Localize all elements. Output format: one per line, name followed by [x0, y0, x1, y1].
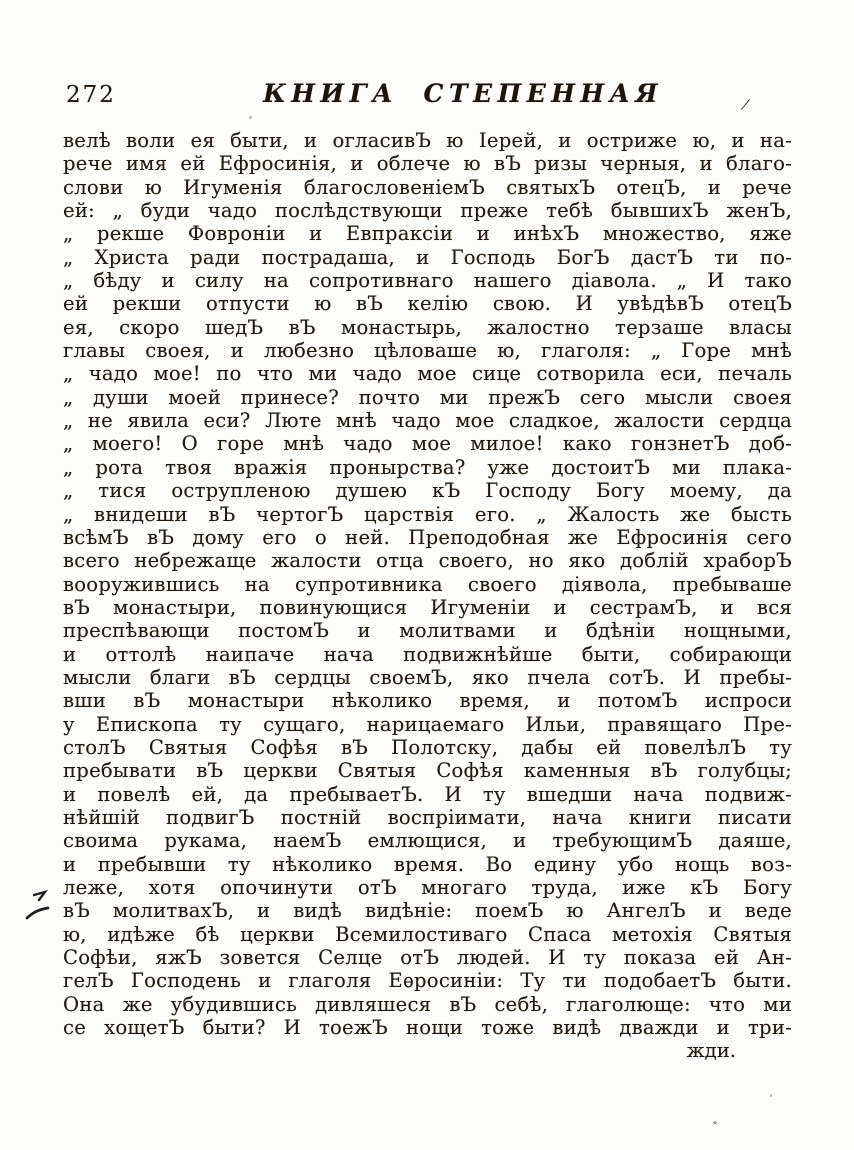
ink-slash-mark: ⁄ — [742, 95, 748, 115]
text-line: ея, скоро шедЪ вЪ монастырь, жалостно терзаше власы — [63, 315, 792, 339]
text-line: вооружившись на супротивника своего діявола, пребываше — [63, 572, 792, 596]
text-line: у Епископа ту сущаго, нарицаемаго Ильи, правящаго Пре- — [63, 712, 792, 736]
text-line: преспѣвающи постомЪ и молитвами и бдѣніи нощными, — [63, 619, 792, 643]
text-line: вЪ молитвахЪ, и видѣ видѣніе: поемЪ ю АнгелЪ и веде — [63, 899, 792, 923]
text-line: рече имя ей Ефросинія, и облече ю вЪ ризы черныя, и благо- — [63, 152, 792, 176]
text-line: се хощетЪ быти? И тоежЪ нощи тоже видѣ дважди и три- — [63, 1016, 792, 1040]
text-line: и пребывши ту нѣколико время. Во едину убо нощь воз- — [63, 852, 792, 876]
scan-speck — [249, 116, 252, 119]
text-line: и повелѣ ей, да пребываетЪ. И ту вшедши нача подвиж- — [63, 782, 792, 806]
text-line: „ внидеши вЪ чертогЪ царствія его. „ Жалость же бысть — [63, 502, 792, 526]
text-line: всѣмЪ вЪ дому его о ней. Преподобная же Ефросинія сего — [63, 525, 792, 549]
running-header-title: КНИГА СТЕПЕННАЯ — [263, 79, 663, 108]
text-line: гелЪ Господень и глаголя Еѳросиніи: Ту ти подобаетЪ быти. — [63, 969, 792, 993]
catchword-line: жди. — [686, 1039, 736, 1063]
text-line: и оттолѣ наипаче нача подвижнѣйше быти, собирающи — [63, 642, 792, 666]
text-line: нѣйшій подвигЪ постній воспріимати, нача книги писати — [63, 805, 792, 829]
text-line: „ моего! О горе мнѣ чадо мое милое! како гонзнетЪ доб- — [63, 432, 792, 456]
text-line: всего небрежаще жалости отца своего, но яко доблій храборЪ — [63, 549, 792, 573]
handwritten-margin-mark — [24, 890, 50, 928]
text-line: ей: „ буди чадо послѣдствующи преже тебѣ бывшихЪ женЪ, — [63, 199, 792, 223]
text-line: Она же убудившись дивляшеся вЪ себѣ, глаголюще: что ми — [63, 992, 792, 1016]
text-line: „ рота твоя вражія пронырства? уже достоитЪ ми плака- — [63, 455, 792, 479]
text-line: вЪ монастыри, повинующися Игуменіи и сестрамЪ, и вся — [63, 595, 792, 619]
text-line: „ бѣду и силу на сопротивнаго нашего діавола. „ И тако — [63, 269, 792, 293]
text-line: Софѣи, яжЪ зовется Селце отЪ людей. И ту показа ей Ан- — [63, 946, 792, 970]
text-line: слови ю Игуменія благословеніемЪ святыхЪ отецЪ, и рече — [63, 175, 792, 199]
text-line: вши вЪ монастыри нѣколико время, и потомЪ испроси — [63, 689, 792, 713]
text-line: леже, хотя опочинути отЪ многаго труда, иже кЪ Богу — [63, 876, 792, 899]
body-text-block — [63, 129, 792, 1063]
text-line: „ не явила еси? Люте мнѣ чадо мое сладкое, жалости сердца — [63, 409, 792, 433]
text-line: „ чадо мое! по что ми чадо мое сице сотворила еси, печаль — [63, 362, 792, 386]
faint-signature-mark: ٭ — [712, 1116, 718, 1129]
text-line: велѣ воли ея быти, и огласивЪ ю Іерей, и остриже ю, и на- — [63, 129, 792, 152]
text-line: главы своея, и любезно цѣловаше ю, глаголя: „ Горе мнѣ — [63, 339, 792, 363]
text-line: ю, идѣже бѣ церкви Всемилостиваго Спаса метохія Святыя — [63, 922, 792, 946]
scan-speck — [770, 1094, 772, 1097]
text-line: ей рекши отпусти ю вЪ келію свою. И увѣдѣвЪ отецЪ — [63, 292, 792, 316]
text-line: „ тися острупленою душею кЪ Господу Богу моему, да — [63, 479, 792, 503]
text-line: своима рукама, наемЪ емлющися, и требующимЪ даяше, — [63, 829, 792, 853]
text-line: столЪ Святыя Софѣя вЪ Полотску, дабы ей повелѣлЪ ту — [63, 735, 792, 759]
text-line: „ Христа ради пострадаша, и Господь БогЪ дастЪ ти по- — [63, 245, 792, 269]
text-line: мысли благи вЪ сердцы своемЪ, яко пчела сотЪ. И пребы- — [63, 665, 792, 689]
text-line: „ души моей принесе? почто ми прежЪ сего мысли своея — [63, 385, 792, 409]
text-line: „ рекше Фовроніи и Евпраксіи и инѣхЪ множество, яже — [63, 222, 792, 246]
text-line: пребывати вЪ церкви Святыя Софѣя каменныя вЪ голубцы; — [63, 759, 792, 783]
page-number: 272 — [66, 82, 116, 108]
